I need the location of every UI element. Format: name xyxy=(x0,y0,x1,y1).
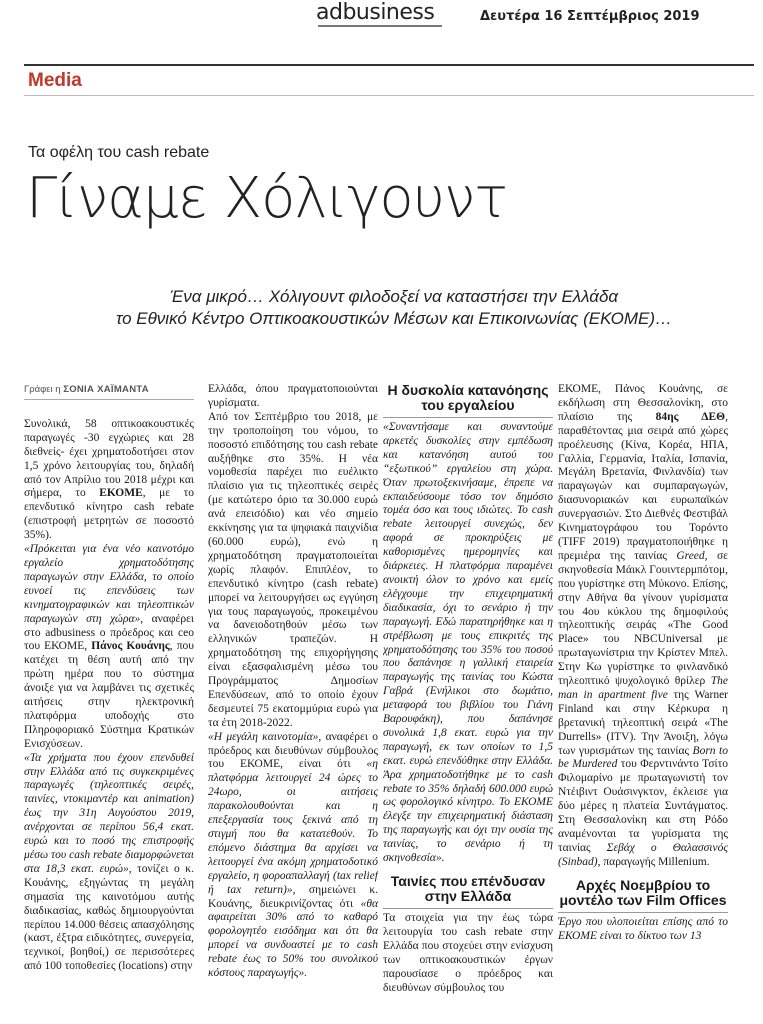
quote-run: «Τα χρήματα που έχουν επενδυθεί στην Ελλάδα από τις συγκεκριμένες παραγωγές (τηλεοπτικές σειρές, ταινίες, ντοκιμαντέρ και animation) έως την 31η Αυγούστου 2019, ανέρχονται σε περίπου 56,4 εκατ. ευρώ και το ποσό της επιστροφής μέσω του cash rebate διαμορφώνεται στα 18,3 εκατ. ευρώ» xyxy=(24,751,194,875)
text-run: , παραθέτοντας μια σειρά από χώρες προέλευσης (Κίνα, Κορέα, ΗΠΑ, Γαλλία, Γερμανία, Ιταλία, Ισπανία, Μεγάλη Βρετανία, Φινλανδία) των παραγωγών και συμπαραγωγών, διασυνοριακών και ευρωπαϊκών συνεργασιών. Στο Διεθνές Φεστιβάλ Κινηματογράφου του Τορόντο (TIFF 2019) πραγματοποιήθηκε η πρεμιέρα της ταινίας xyxy=(558,410,728,562)
text-run-bold: ΕΚΟΜΕ xyxy=(99,487,143,500)
article-column-3 xyxy=(383,383,553,1013)
text-run: της Warner Finland και στην Κέρκυρα η βρετανική τηλεοπτική σειρά «The Durrells» (ITV). Την Άνοιξη, λόγω των γυρισμάτων της ταινίας xyxy=(558,688,728,757)
title-run: Born to be Murdered xyxy=(558,744,728,771)
title-run: Greed xyxy=(676,549,705,562)
paragraph: Ελλάδα, όπου πραγματοποιούνται γυρίσματα. xyxy=(208,383,378,409)
text-run: , με το επενδυτικό κίνητρο cash rebate (επιστροφή μετρητών σε ποσοστό 35%). xyxy=(24,487,194,542)
article-column-1 xyxy=(24,383,194,1013)
article-lead xyxy=(84,286,704,330)
text-run: , σε σκηνοθεσία Μάικλ Γουιντερμπότομ, που γυρίστηκε στη Μύκονο. Επίσης, στην Αθήνα θα γίνουν γυρίσματα του 4ου κύκλου της δημοφιλούς τηλεοπτικής σειράς «The Good Place» του NBCUniversal με πρωταγωνίστρια την Κρίστεν Μπελ. Στην Κω γυρίστηκε το φινλανδικό τηλεοπτικό ψυχολογικό θρίλερ xyxy=(558,549,728,688)
subheading: Ταινίες που επένδυσαν στην Ελλάδα xyxy=(390,873,546,904)
text-run: , παραγωγής Millenium. xyxy=(597,855,710,868)
paragraph: Από τον Σεπτέμβριο του 2018, με την τροποποίηση του νόμου, το ποσοστό επιδότησης του cash rebate αυξήθηκε στο 35%. Η νέα νομοθεσία παρέχει πιο ευέλικτο πλαίσιο για τις τηλεοπτικές σειρές (με κατώτερο όριο τα 30.000 ευρώ ανά επεισόδιο) και νέο σημείο εκκίνησης για τα ψηφιακά παιχνίδια (60.000 ευρώ), ενώ η χρηματοδότηση πραγματοποιείται χωρίς πλαφόν. Επιπλέον, το επενδυτικό κίνητρο (cash rebate) μπορεί να λειτουργήσει ως εγγύηση για τους παραγωγούς, προκειμένου να δανειοδοτηθούν μέσω των ελληνικών τραπεζών. Η χρηματοδότηση της επιχορήγησης είναι εξασφαλισμένη μέσω του Προγράμματος Δημοσίων Επενδύσεων, από το οποίο έχουν δεσμευτεί 75 εκατομμύρια ευρώ για τα έτη 2018-2022. xyxy=(208,410,378,729)
text-run: , τονίζει ο κ. Κουάνης, εξηγώντας τη μεγάλη σημασία της καινοτόμου αυτής διαδικασίας, καθώς δημιουργούνται περίπου 14.000 θέσεις απασχόλησης (καστ, έξτρα ειδικότητες, συνεργεία, τεχνικοί, βοηθοί,) σε περισσότερες από 100 τοποθεσίες (locations) στην xyxy=(24,862,194,973)
logo-underline xyxy=(318,25,442,27)
paragraph xyxy=(24,418,194,543)
article-headline: Γίναμε Χόλιγουντ xyxy=(26,166,508,231)
quote-run: «θα αφαιρείται 30% από το καθαρό φορολογητέο εισόδημα και ότι θα μπορεί να συνδυαστεί με το cash rebate έως το 50% του συνολικού κόστους παραγωγής». xyxy=(208,897,378,980)
quote-run: «η πλατφόρμα λειτουργεί 24 ώρες το 24ωρο, οι αιτήσεις παρακολουθούνται και η επεξεργασία τους ξεκινά από τη στιγμή που θα κατατεθούν. Το επόμενο διάστημα θα αρχίσει να λειτουργεί ένα ακόμη χρηματοδοτικό εργαλείο, η φοροαπαλλαγή (tax relief ή tax return)» xyxy=(208,758,378,896)
text-run: του Φερντινάντο Τσίτο Φιλομαρίνο με πρωταγωνιστή τον Ντέιβιντ Ουάσινγκτον, έκλεισε για δύο μέρες η πλατεία Συντάγματος. Στη Θεσσαλονίκη και στη Ρόδο αναμένονται τα γυρίσματα της ταινίας xyxy=(558,758,728,854)
quote-run: «Πρόκειται για ένα νέο καινοτόμο εργαλείο χρηματοδότησης παραγωγών στην Ελλάδα, το οποίο ευνοεί τις επενδύσεις των κινηματογραφικών και τηλεοπτικών παραγωγών στη χώρα» xyxy=(24,543,194,625)
paragraph: Τα στοιχεία για την έως τώρα λειτουργία του cash rebate στην Ελλάδα που στοχεύει στην ενίσχυση των οπτικοακουστικών έργων παρουσίασε ο πρόεδρος και διευθύνων σύμβουλος του xyxy=(383,912,553,994)
text-run: Συνολικά, 58 οπτικοακουστικές παραγωγές -30 εγχώριες και 28 διεθνείς- έχει χρηματοδοτήσει στον 1,5 χρόνο λειτουργίας του, δηλαδή από τον Απρίλιο του 2018 μέχρι και σήμερα, το xyxy=(24,417,194,500)
text-run: , σημειώνει κ. Κουάνης, διευκρινίζοντας ότι xyxy=(208,883,378,910)
text-run: , που κατέχει τη θέση αυτή από την πρώτη ημέρα που το σύστημα άνοιξε για να λαμβάνει τις σχετικές αιτήσεις στην ηλεκτρονική πλατφόρμα υποδοχής στο Πληροφοριακό Σύστημα Κρατικών Ενισχύσεων. xyxy=(24,640,194,750)
subheading-divider xyxy=(383,417,553,418)
paragraph xyxy=(208,731,378,981)
article-kicker: Τα οφέλη του cash rebate xyxy=(28,144,210,161)
byline xyxy=(24,383,194,400)
masthead xyxy=(0,0,763,34)
paragraph xyxy=(24,543,194,752)
subheading: Αρχές Νοεμβρίου το μοντέλο των Film Offices xyxy=(559,876,727,908)
text-run-bold: Πάνος Κουάνης xyxy=(91,640,170,653)
top-rule xyxy=(24,64,754,66)
issue-date: Δευτέρα 16 Σεπτέμβριος 2019 xyxy=(480,9,700,24)
text-run: ΕΚΟΜΕ, Πάνος Κουάνης, σε εκδήλωση στη Θεσσαλονίκη, στο πλαίσιο της xyxy=(558,383,728,423)
lead-line-1: Ένα μικρό… Χόλιγουντ φιλοδοξεί να καταστήσει την Ελλάδα xyxy=(169,287,619,306)
title-run: Σεβάχ ο Θαλασσινός (Sinbad) xyxy=(558,841,728,868)
lead-line-2: το Εθνικό Κέντρο Οπτικοακουστικών Μέσων και Επικοινωνίας (ΕΚΟΜΕ)… xyxy=(115,309,673,328)
article-column-4 xyxy=(558,383,728,1013)
article-column-2 xyxy=(208,383,378,1013)
byline-prefix: Γράφει η xyxy=(24,384,64,395)
text-run: , αναφέρει στο adbusiness ο πρόεδρος και ceo του ΕΚΟΜΕ, xyxy=(24,612,194,653)
paragraph: Έργο που υλοποιείται επίσης από το ΕΚΟΜΕ είναι το δίκτυο των 13 xyxy=(558,915,728,942)
paragraph: «Συναντήσαμε και συναντούμε αρκετές δυσκολίες στην εμπέδωση και κατανόηση αυτού του “εξωτικού” εργαλείου στη χώρα. Όταν πρωτοξεκινήσαμε, έπρεπε να εκπαιδεύσουμε τόσο τον δημόσιο τομέα όσο και τους ιδιώτες. Το cash rebate λειτουργεί συνεχώς, δεν αφορά σε προκηρύξεις με καθορισμένες ημερομηνίες και διάρκειες. Η πλατφόρμα παραμένει ανοικτή όλον το χρόνο και εμείς ελέγχουμε την επιχειρηματική διαδικασία, όχι το σενάριο ή την παραγωγή. Εδώ παρατηρήθηκε και η στρέβλωση με τους επικριτές της χρηματοδότησης του 35% του ποσού που δαπάνησε η γαλλική εταιρεία παραγωγής της ταινίας του Κώστα Γαβρά (Ενήλικοι στο δωμάτιο, μεταφορά του βιβλίου του Γιάνη Βαρουφάκη), που δαπάνησε συνολικά 1,8 εκατ. ευρώ για την παραγωγή, εκ των οποίων το 1,5 εκατ. ευρώ επενδύθηκε στην Ελλάδα. Άρα χρηματοδοτήθηκε με το cash rebate το 35% δηλαδή 600.000 ευρώ ως φορολογικό κίνητρο. Το ΕΚΟΜΕ έλεγξε την επιχειρηματική διάσταση της παραγωγής και όχι την ουσία της ταινίας, το σενάριο ή τη σκηνοθεσία». xyxy=(383,421,553,865)
subheading-divider xyxy=(383,908,553,909)
publication-logo: adbusiness xyxy=(316,0,435,25)
title-run: The man in apartment five xyxy=(558,675,728,701)
section-label: Media xyxy=(28,70,82,91)
subheading: Η δυσκολία κατανόησης του εργαλείου xyxy=(387,383,549,413)
text-run: , αναφέρει ο πρόεδρος και διευθύνων σύμβουλος του ΕΚΟΜΕ, είναι ότι xyxy=(208,730,378,771)
paragraph xyxy=(558,383,728,870)
paragraph xyxy=(24,752,194,975)
quote-run: «Η μεγάλη καινοτομία» xyxy=(208,730,319,743)
text-run-bold: 84ης ΔΕΘ xyxy=(655,410,726,423)
byline-author: ΣΟΝΙΑ ΧΑΪΜΑΝΤΑ xyxy=(63,384,149,395)
subheading-divider xyxy=(558,912,728,913)
section-rule xyxy=(24,95,754,96)
